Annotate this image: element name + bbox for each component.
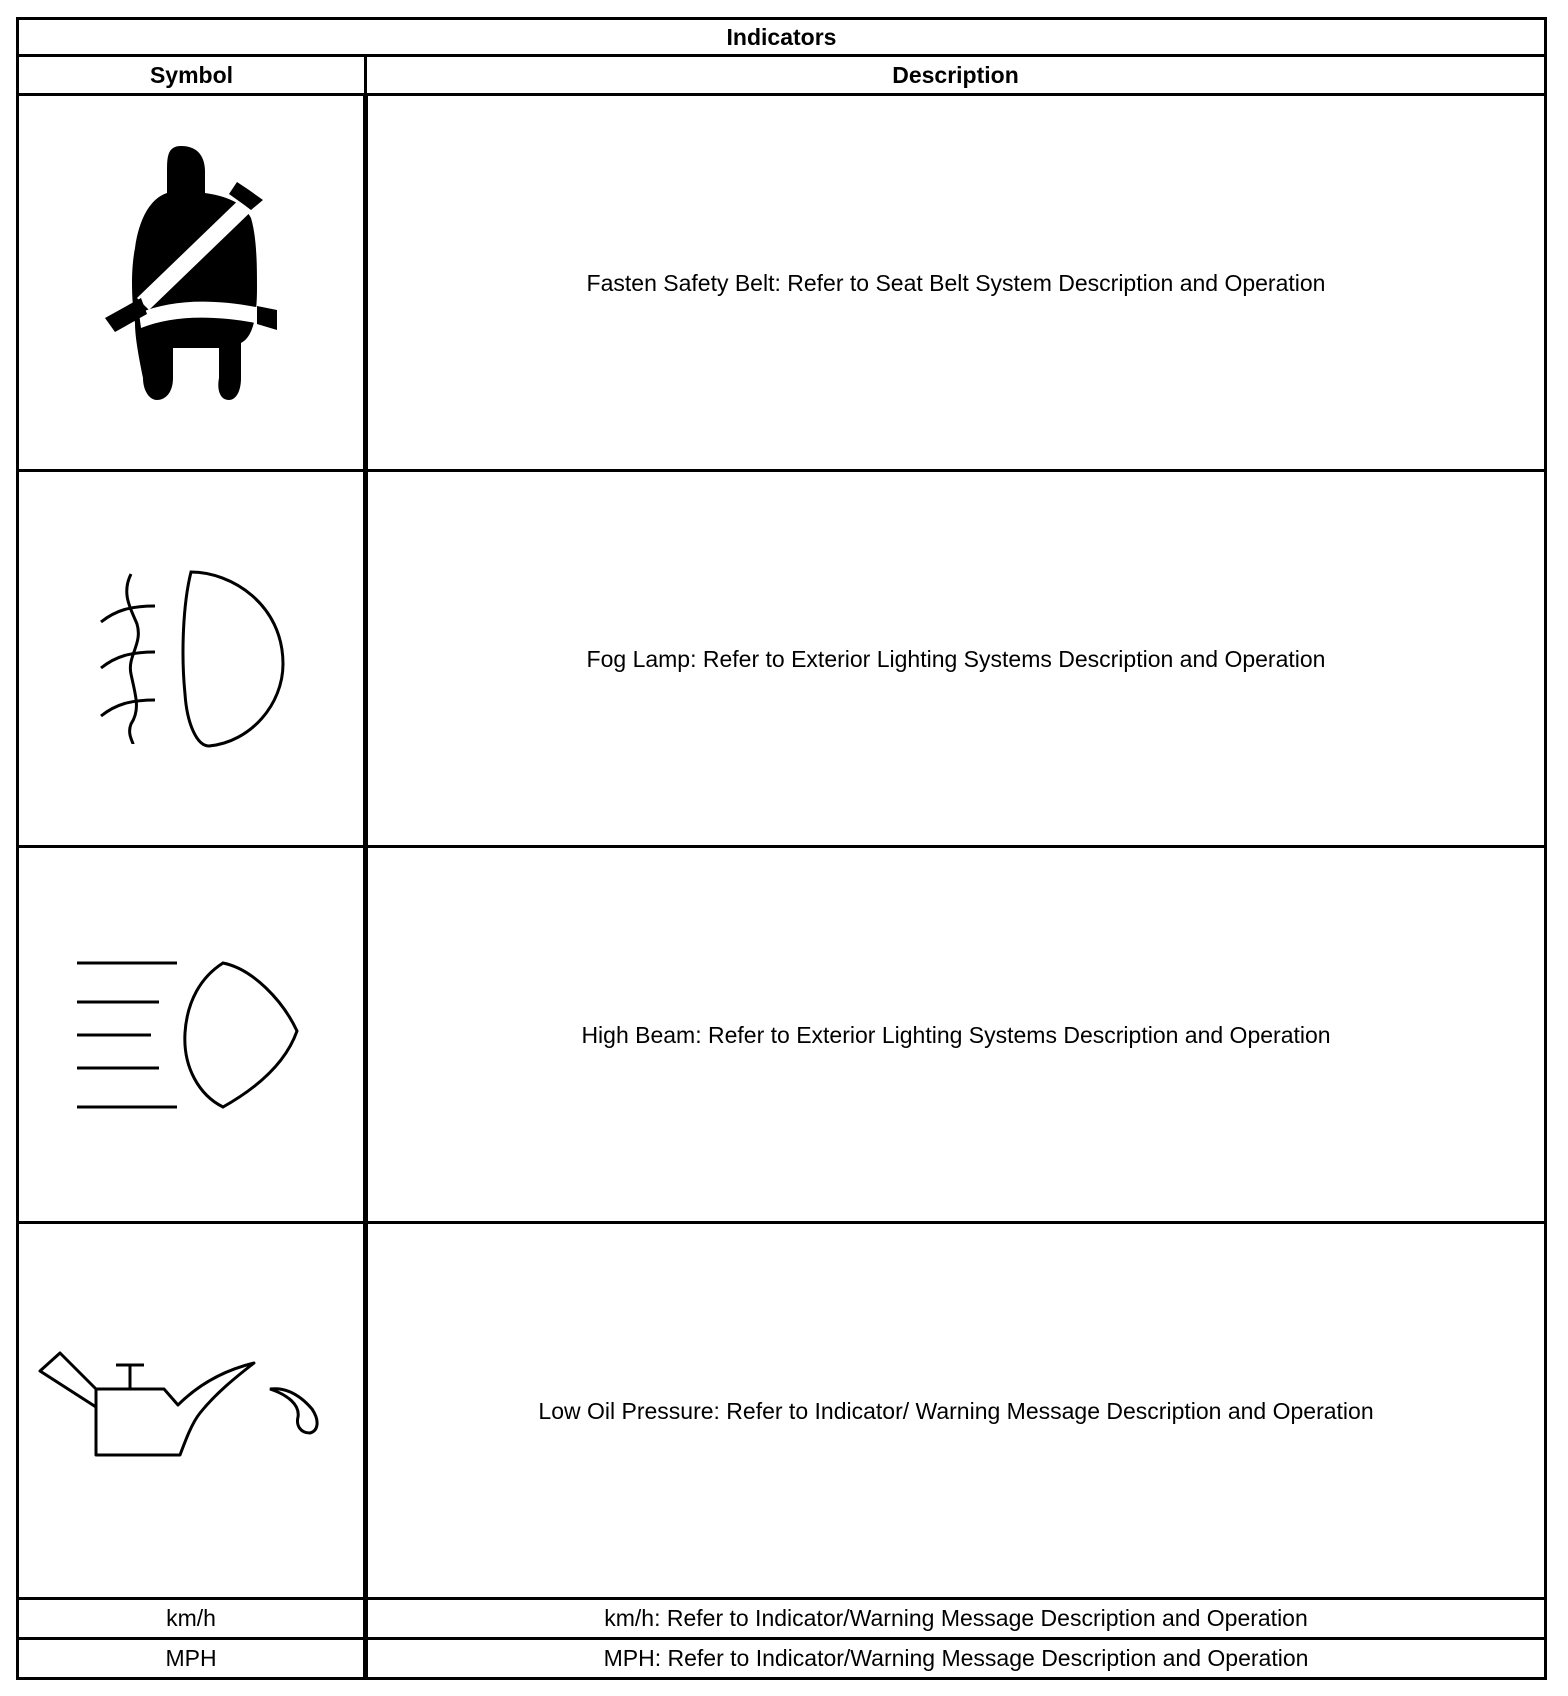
description-column-header: Description bbox=[366, 56, 1546, 95]
description-cell: MPH: Refer to Indicator/Warning Message Description and Operation bbox=[366, 1639, 1546, 1679]
symbol-cell bbox=[18, 847, 366, 1223]
row-description: Low Oil Pressure: Refer to Indicator/ Warning Message Description and Operation bbox=[538, 1397, 1374, 1424]
table-row bbox=[18, 847, 1546, 1223]
description-cell: km/h: Refer to Indicator/Warning Message Description and Operation bbox=[366, 1599, 1546, 1639]
table-row bbox=[18, 1599, 1546, 1639]
table-row bbox=[18, 1639, 1546, 1679]
symbol-cell: km/h bbox=[18, 1599, 366, 1639]
high-beam-icon bbox=[71, 955, 311, 1115]
symbol-cell bbox=[18, 1223, 366, 1599]
oil-can-icon bbox=[36, 1351, 346, 1471]
table-row bbox=[18, 95, 1546, 471]
table-row bbox=[18, 1223, 1546, 1599]
row-description: High Beam: Refer to Exterior Lighting Systems Description and Operation bbox=[581, 1021, 1331, 1048]
description-cell bbox=[366, 847, 1546, 1223]
row-description: Fasten Safety Belt: Refer to Seat Belt System Description and Operation bbox=[586, 269, 1326, 296]
row-description: Fog Lamp: Refer to Exterior Lighting Systems Description and Operation bbox=[586, 645, 1326, 672]
table-header-row bbox=[18, 56, 1546, 95]
symbol-cell: MPH bbox=[18, 1639, 366, 1679]
description-cell bbox=[366, 95, 1546, 471]
description-cell bbox=[366, 1223, 1546, 1599]
table-title: Indicators bbox=[18, 19, 1546, 56]
symbol-column-header: Symbol bbox=[18, 56, 366, 95]
symbol-cell bbox=[18, 471, 366, 847]
seat-belt-icon bbox=[101, 138, 281, 428]
symbol-cell bbox=[18, 95, 366, 471]
indicators-table bbox=[16, 17, 1547, 1680]
table-row bbox=[18, 471, 1546, 847]
description-cell bbox=[366, 471, 1546, 847]
fog-lamp-icon bbox=[91, 564, 291, 754]
table-title-row bbox=[18, 19, 1546, 56]
